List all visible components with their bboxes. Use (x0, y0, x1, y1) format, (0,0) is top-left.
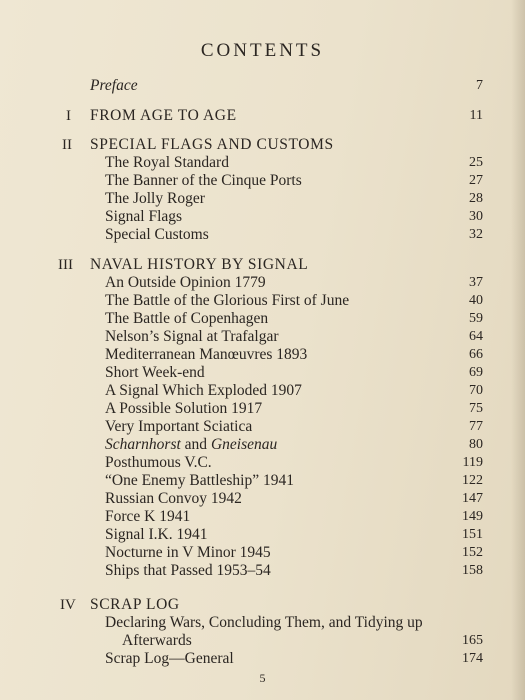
toc-row (0, 508, 525, 526)
toc-entry-title: Nelson’s Signal at Trafalgar (105, 328, 279, 345)
toc-entry-title (105, 436, 277, 454)
toc-entry-title: Mediterranean Manœuvres 1893 (105, 346, 308, 363)
toc-entry-title: Signal I.K. 1941 (105, 526, 208, 543)
toc-page-number: 32 (469, 227, 483, 242)
toc-row (0, 454, 525, 472)
toc-page-number: 75 (469, 401, 483, 416)
toc-page-number: 30 (469, 209, 483, 224)
toc-page-number: 151 (462, 527, 483, 542)
toc-row (0, 436, 525, 454)
toc-row (0, 614, 525, 632)
toc-page-number: 149 (462, 509, 483, 524)
toc-row-preface (0, 77, 525, 95)
toc-row (0, 154, 525, 172)
toc-entry-title: An Outside Opinion 1779 (105, 274, 266, 291)
toc-row (0, 382, 525, 400)
toc-section-heading (0, 136, 525, 154)
section-title: SCRAP LOG (90, 596, 180, 613)
toc-section-heading (0, 107, 525, 125)
toc-entry-title: Signal Flags (105, 208, 183, 225)
toc-page-number: 174 (462, 651, 483, 666)
toc-row (0, 544, 525, 562)
toc-page-number: 28 (469, 191, 483, 206)
toc-entry-title: The Battle of Copenhagen (105, 310, 269, 327)
page-edge-shadow (511, 0, 525, 700)
toc-section-heading (0, 596, 525, 614)
toc-page-number: 80 (469, 437, 483, 452)
toc-entry-title-continued: Afterwards (122, 632, 192, 649)
toc-page-number: 37 (469, 275, 483, 290)
toc-page-number: 11 (469, 108, 483, 123)
toc-page-number: 7 (476, 78, 483, 93)
toc-section-heading (0, 256, 525, 274)
toc-row (0, 226, 525, 244)
ship-name: Gneisenau (210, 436, 278, 453)
toc-entry-title: The Jolly Roger (105, 190, 205, 207)
section-title: FROM AGE TO AGE (90, 107, 237, 124)
toc-page-number: 27 (469, 173, 483, 188)
toc-row (0, 472, 525, 490)
toc-page-number: 70 (469, 383, 483, 398)
toc-row (0, 418, 525, 436)
toc-entry-title: The Royal Standard (105, 154, 229, 171)
toc-entry-title: Posthumous V.C. (105, 454, 212, 471)
toc-page-number: 66 (469, 347, 483, 362)
toc-row (0, 632, 525, 650)
toc-row (0, 400, 525, 418)
page-title: CONTENTS (200, 40, 325, 61)
toc-entry-title: Preface (90, 77, 138, 94)
toc-row (0, 172, 525, 190)
toc-row (0, 274, 525, 292)
toc-page-number: 119 (462, 455, 483, 470)
toc-row (0, 364, 525, 382)
toc-row (0, 346, 525, 364)
section-numeral: II (62, 137, 72, 153)
toc-entry-title: “One Enemy Battleship” 1941 (105, 472, 294, 489)
toc-row (0, 328, 525, 346)
toc-page-number: 40 (469, 293, 483, 308)
toc-entry-title: The Banner of the Cinque Ports (105, 172, 302, 189)
toc-page-number: 152 (462, 545, 483, 560)
toc-row (0, 292, 525, 310)
toc-entry-title: Ships that Passed 1953–54 (105, 562, 271, 579)
toc-row (0, 650, 525, 668)
section-numeral: IV (60, 597, 76, 613)
section-numeral: I (66, 108, 71, 124)
toc-page-number: 165 (462, 633, 483, 648)
toc-page-number: 77 (469, 419, 483, 434)
toc-entry-title: Very Important Sciatica (105, 418, 253, 435)
toc-entry-title: Force K 1941 (105, 508, 191, 525)
toc-entry-title: Scrap Log—General (105, 650, 234, 667)
toc-row (0, 208, 525, 226)
toc-page-number: 64 (469, 329, 483, 344)
toc-entry-title: The Battle of the Glorious First of June (105, 292, 350, 309)
toc-row (0, 526, 525, 544)
toc-entry-title: Nocturne in V Minor 1945 (105, 544, 271, 561)
toc-entry-title: Declaring Wars, Concluding Them, and Tidying up (105, 614, 423, 631)
toc-entry-title: Russian Convoy 1942 (105, 490, 242, 507)
toc-page-number: 122 (462, 473, 483, 488)
toc-row (0, 562, 525, 580)
page-folio: 5 (259, 671, 266, 685)
toc-page-number: 69 (469, 365, 483, 380)
toc-page-number: 147 (462, 491, 483, 506)
toc-row (0, 310, 525, 328)
toc-entry-title: Short Week-end (105, 364, 205, 381)
ship-name: Scharnhorst (105, 436, 181, 453)
conjunction: and (180, 436, 211, 453)
section-numeral: III (58, 257, 73, 273)
toc-entry-title: A Possible Solution 1917 (105, 400, 263, 417)
toc-page-number: 25 (469, 155, 483, 170)
toc-page-number: 59 (469, 311, 483, 326)
toc-entry-title: A Signal Which Exploded 1907 (105, 382, 302, 399)
section-title: SPECIAL FLAGS AND CUSTOMS (90, 136, 334, 153)
toc-row (0, 490, 525, 508)
section-title: NAVAL HISTORY BY SIGNAL (90, 256, 309, 273)
toc-entry-title: Special Customs (105, 226, 209, 243)
toc-page-number: 158 (462, 563, 483, 578)
toc-row (0, 190, 525, 208)
